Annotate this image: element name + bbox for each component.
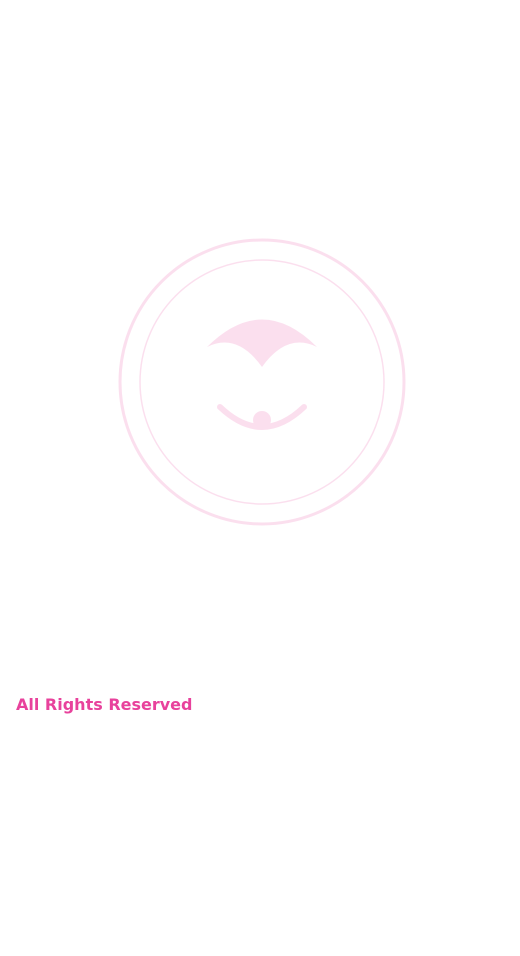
article-line [22, 463, 502, 490]
article-line [22, 764, 502, 791]
article-line [22, 846, 502, 873]
article-line [22, 189, 502, 216]
article-line [22, 572, 502, 599]
article-line [22, 819, 502, 846]
article-line [22, 353, 502, 380]
article-line [22, 901, 502, 928]
article-line [22, 874, 502, 901]
article-line [22, 162, 502, 189]
article-line [22, 600, 502, 627]
article-line [22, 299, 502, 326]
article-line [22, 545, 502, 572]
article-line [22, 518, 502, 545]
article-body [22, 52, 502, 956]
article-title [12, 8, 508, 38]
article-line [22, 655, 502, 682]
article-line [22, 134, 502, 161]
article-line [22, 929, 502, 956]
article-line [22, 326, 502, 353]
article-line [22, 792, 502, 819]
article-line [22, 79, 502, 106]
article-line [22, 244, 502, 271]
copyright-footer [16, 692, 504, 716]
article-line [22, 381, 502, 408]
article-line [22, 627, 502, 654]
article-line [22, 271, 502, 298]
article-line [22, 216, 502, 243]
article-line [22, 435, 502, 462]
article-line [22, 490, 502, 517]
article-line [22, 737, 502, 764]
article-line [22, 107, 502, 134]
all-rights-reserved: All Rights Reserved [16, 694, 193, 714]
article-line [22, 52, 502, 79]
article-line [22, 408, 502, 435]
